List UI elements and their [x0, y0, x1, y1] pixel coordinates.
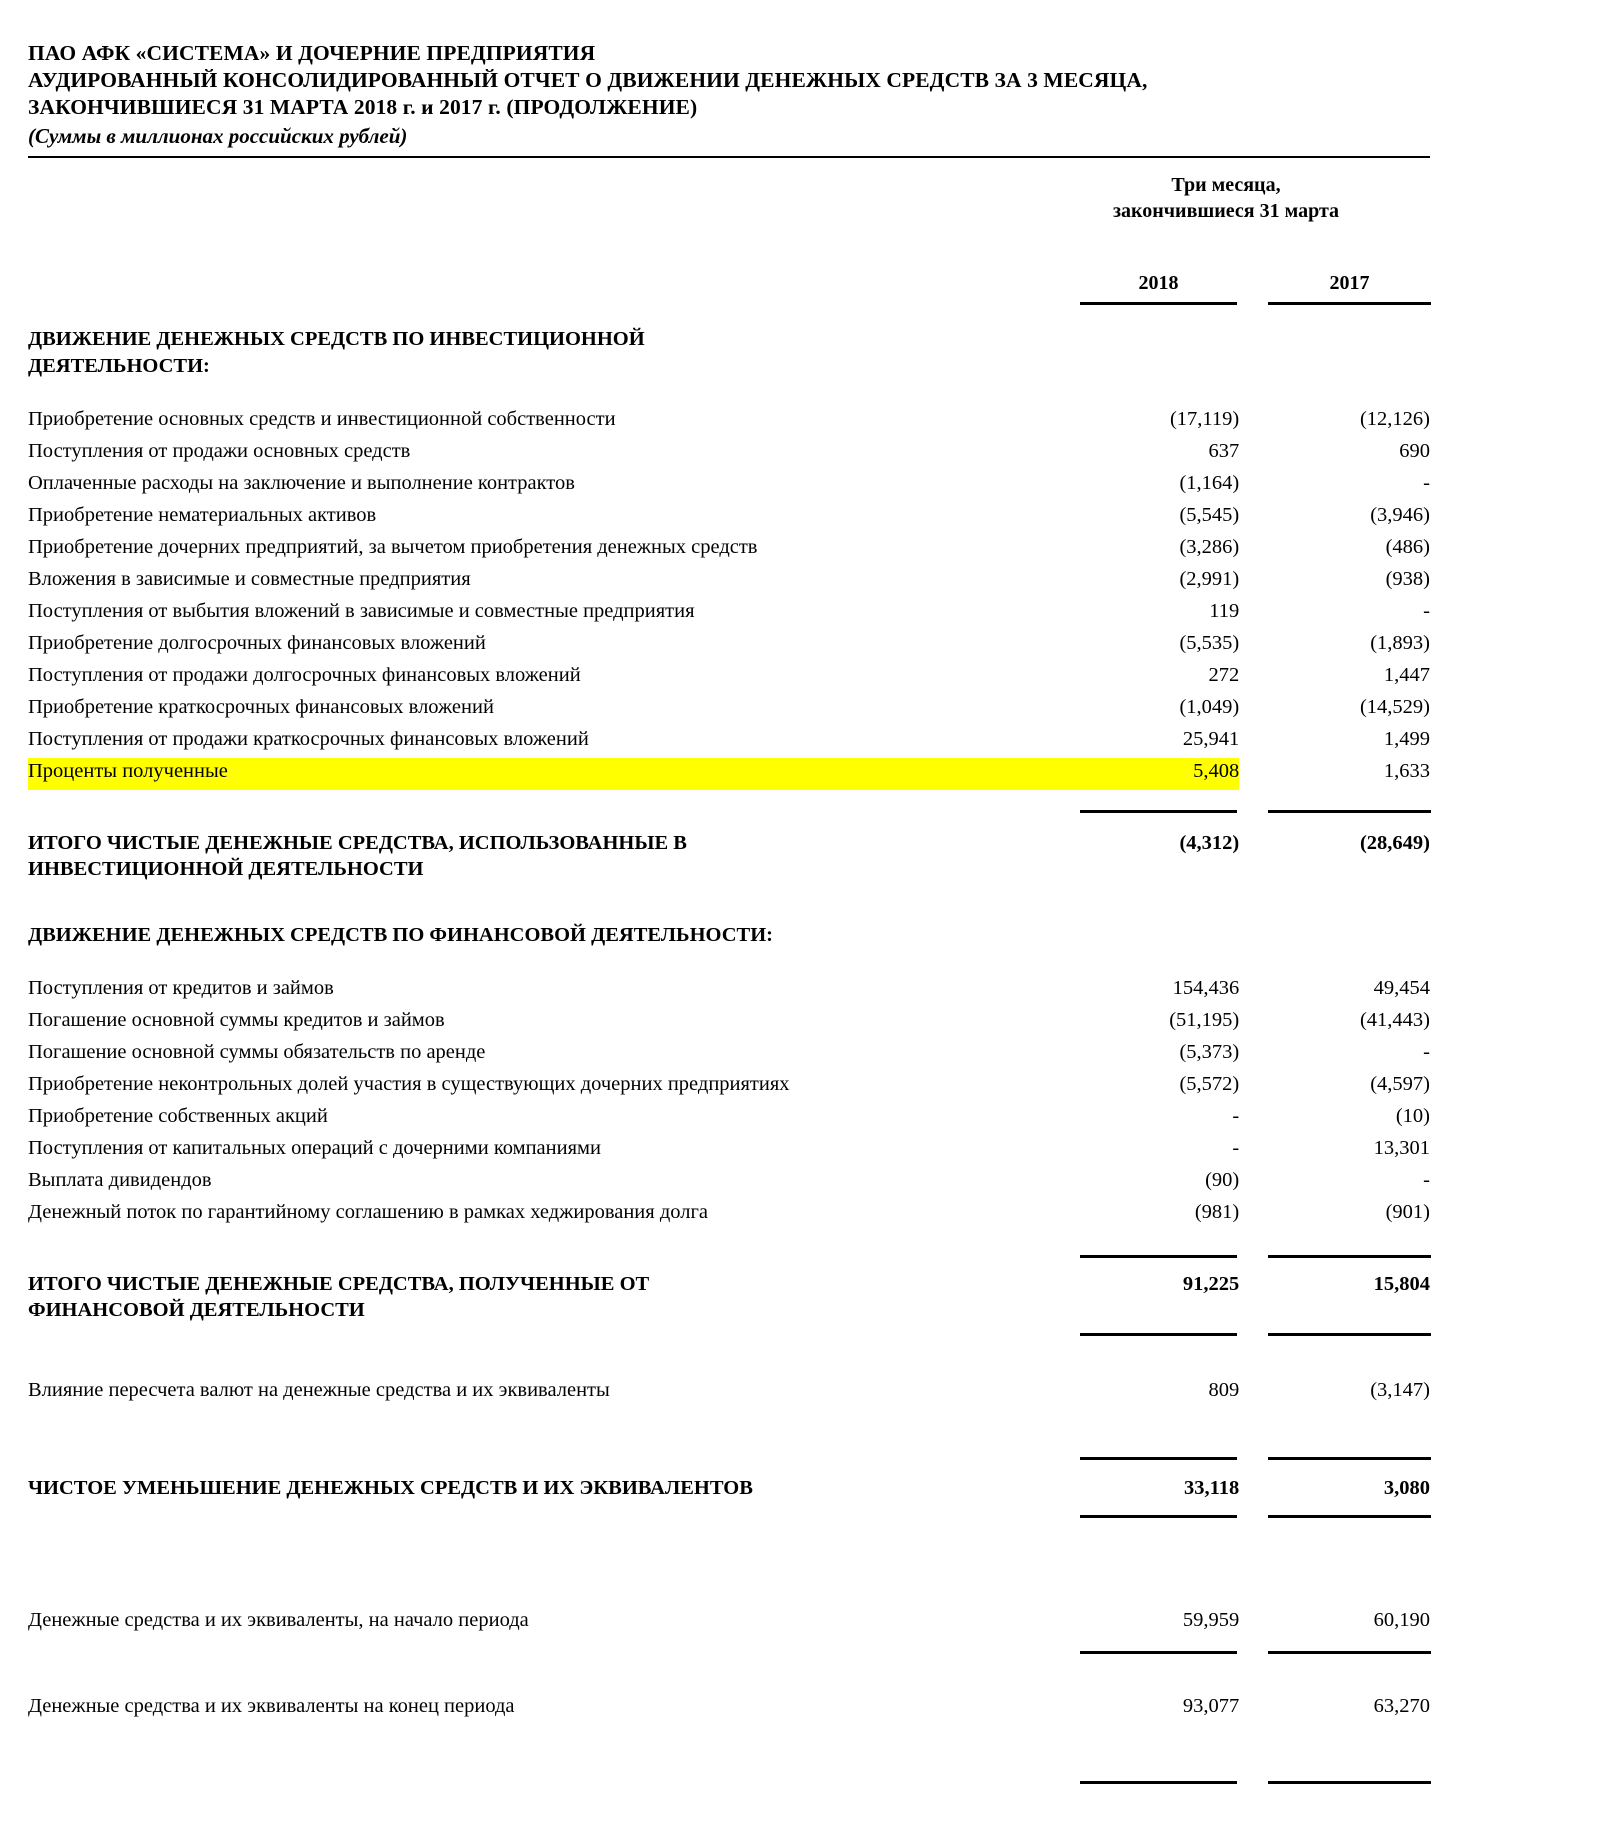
row-value-2018: (1,164) [1179, 472, 1240, 494]
net-change-rule-bottom-2018 [1080, 1515, 1237, 1518]
subtotal-rule-financing-bottom-2017 [1268, 1333, 1431, 1336]
section-heading-financing [28, 922, 1430, 949]
row-label: Денежные средства и их эквиваленты, на начало периода [28, 1609, 529, 1631]
column-group-header-line1: Три месяца, [1171, 174, 1281, 196]
row-label: Поступления от продажи краткосрочных финансовых вложений [28, 728, 589, 750]
closing-balance-rule-2017 [1268, 1781, 1431, 1784]
row-label: Проценты полученные [28, 758, 1051, 790]
row-value-2018: (2,991) [1179, 568, 1240, 590]
subtotal-rule-investing-2018 [1080, 810, 1237, 813]
net-change-rule-top-2018 [1080, 1457, 1237, 1460]
column-header-2018: 2018 [1138, 272, 1179, 294]
row-label: Поступления от кредитов и займов [28, 977, 334, 999]
total-value-2018: (4,312) [1179, 832, 1240, 854]
row-label: Приобретение нематериальных активов [28, 504, 377, 526]
row-label: Оплаченные расходы на заключение и выполнение контрактов [28, 472, 575, 494]
spacer [28, 1363, 1430, 1377]
spacer [28, 949, 1430, 975]
row-label: Поступления от продажи долгосрочных финансовых вложений [28, 664, 581, 686]
row-label: Приобретение долгосрочных финансовых вложений [28, 632, 486, 654]
row-value-2018: 59,959 [1182, 1609, 1240, 1631]
row-value-2018: 154,436 [1172, 977, 1240, 999]
net-change-rule-bottom-2017 [1268, 1515, 1431, 1518]
year-header-row [1080, 272, 1432, 302]
row-value-2018: 25,941 [1182, 728, 1240, 750]
total-label-line1: ИТОГО ЧИСТЫЕ ДЕНЕЖНЫЕ СРЕДСТВА, ИСПОЛЬЗОВАННЫЕ В [28, 832, 687, 854]
row-value-2018: (5,572) [1179, 1073, 1240, 1095]
units-note: (Суммы в миллионах российских рублей) [28, 124, 408, 148]
spacer [28, 882, 1430, 922]
spacer [28, 1231, 1430, 1271]
row-label: Выплата дивидендов [28, 1169, 212, 1191]
spacer [28, 1409, 1430, 1449]
column-header-rule-2017 [1268, 302, 1431, 305]
subtotal-rule-financing-top-2017 [1268, 1255, 1431, 1258]
spacer [28, 1323, 1430, 1363]
table-row-highlighted [28, 758, 1430, 790]
table-row-fx-effect [28, 1377, 1430, 1409]
table-row [28, 470, 1430, 502]
row-value-2017: 1,499 [1383, 728, 1430, 750]
row-value-2017: - [1423, 1169, 1430, 1191]
table-row [28, 630, 1430, 662]
column-group-header [1020, 172, 1432, 224]
spacer [28, 380, 1430, 406]
total-row-financing [28, 1271, 1430, 1297]
row-value-2018: 5,408 [1051, 758, 1239, 790]
row-label: Приобретение дочерних предприятий, за вычетом приобретения денежных средств [28, 536, 758, 558]
total-value-2017: (28,649) [1359, 832, 1430, 854]
row-value-2018: (17,119) [1169, 408, 1240, 430]
row-value-2018: 637 [1208, 440, 1240, 462]
table-row [28, 1039, 1430, 1071]
row-label: Денежный поток по гарантийному соглашению в рамках хеджирования долга [28, 1201, 708, 1223]
row-label: Денежные средства и их эквиваленты на конец периода [28, 1695, 515, 1717]
row-value-2017: 1,633 [1383, 760, 1430, 782]
header-divider-rule [28, 156, 1430, 158]
net-change-rule-top-2017 [1268, 1457, 1431, 1460]
row-label: Влияние пересчета валют на денежные средства и их эквиваленты [28, 1379, 610, 1401]
row-value-2017: 63,270 [1373, 1695, 1430, 1717]
document-header [28, 40, 1428, 150]
table-row [28, 694, 1430, 726]
statement-title-line2: ЗАКОНЧИВШИЕСЯ 31 МАРТА 2018 г. и 2017 г. (ПРОДОЛЖЕНИЕ) [28, 95, 698, 119]
row-value-2018: - [1232, 1137, 1240, 1159]
spacer [28, 1501, 1430, 1541]
spacer [28, 1679, 1430, 1693]
table-row [28, 406, 1430, 438]
total-label: ЧИСТОЕ УМЕНЬШЕНИЕ ДЕНЕЖНЫХ СРЕДСТВ И ИХ ЭКВИВАЛЕНТОВ [28, 1477, 753, 1499]
total-value-2018: 33,118 [1183, 1477, 1240, 1499]
table-row [28, 1103, 1430, 1135]
row-value-2017: (1,893) [1370, 632, 1430, 654]
opening-balance-rule-2017 [1268, 1651, 1431, 1654]
table-row [28, 1071, 1430, 1103]
table-row [28, 566, 1430, 598]
row-value-2017: - [1423, 472, 1430, 494]
row-value-2018: 272 [1208, 664, 1240, 686]
row-value-2017: - [1423, 1041, 1430, 1063]
table-row [28, 598, 1430, 630]
row-label: Погашение основной суммы кредитов и займов [28, 1009, 445, 1031]
row-value-2018: (5,373) [1179, 1041, 1240, 1063]
section-heading-financing-line1: ДВИЖЕНИЕ ДЕНЕЖНЫХ СРЕДСТВ ПО ФИНАНСОВОЙ ДЕЯТЕЛЬНОСТИ: [28, 924, 773, 946]
table-row [28, 534, 1430, 566]
row-value-2018: (3,286) [1179, 536, 1240, 558]
row-value-2017: (41,443) [1359, 1009, 1430, 1031]
row-value-2017: 49,454 [1373, 977, 1430, 999]
row-label: Приобретение краткосрочных финансовых вложений [28, 696, 494, 718]
spacer [28, 1581, 1430, 1607]
row-value-2018: 119 [1209, 600, 1240, 622]
total-row-net-change [28, 1475, 1430, 1501]
row-label: Приобретение основных средств и инвестиционной собственности [28, 408, 616, 430]
row-value-2017: (3,147) [1370, 1379, 1430, 1401]
row-label: Вложения в зависимые и совместные предприятия [28, 568, 471, 590]
total-value-2017: 3,080 [1383, 1477, 1430, 1499]
row-value-2017: 690 [1399, 440, 1430, 462]
spacer [28, 1541, 1430, 1581]
row-value-2017: 60,190 [1373, 1609, 1430, 1631]
row-label: Приобретение неконтрольных долей участия в существующих дочерних предприятиях [28, 1073, 790, 1095]
company-title: ПАО АФК «СИСТЕМА» И ДОЧЕРНИЕ ПРЕДПРИЯТИЯ [28, 41, 596, 65]
row-label: Поступления от продажи основных средств [28, 440, 411, 462]
table-row [28, 1167, 1430, 1199]
row-value-2017: (12,126) [1359, 408, 1430, 430]
row-value-2018: (90) [1205, 1169, 1240, 1191]
row-value-2018: (51,195) [1169, 1009, 1240, 1031]
total-row-investing [28, 830, 1430, 856]
row-value-2017: (4,597) [1370, 1073, 1430, 1095]
row-value-2017: (938) [1385, 568, 1430, 590]
total-label-line1: ИТОГО ЧИСТЫЕ ДЕНЕЖНЫЕ СРЕДСТВА, ПОЛУЧЕННЫЕ ОТ [28, 1273, 650, 1295]
row-label: Приобретение собственных акций [28, 1105, 328, 1127]
total-row-financing-cont [28, 1297, 1430, 1323]
statement-title-line1: АУДИРОВАННЫЙ КОНСОЛИДИРОВАННЫЙ ОТЧЕТ О ДВИЖЕНИИ ДЕНЕЖНЫХ СРЕДСТВ ЗА 3 МЕСЯЦА, [28, 68, 1148, 92]
row-value-2017: 1,447 [1383, 664, 1430, 686]
spacer [28, 1639, 1430, 1679]
section-heading-investing [28, 326, 1430, 353]
table-row-opening-balance [28, 1607, 1430, 1639]
subtotal-rule-financing-top-2018 [1080, 1255, 1237, 1258]
table-row [28, 1135, 1430, 1167]
row-value-2017: (901) [1385, 1201, 1430, 1223]
total-label-line2: ИНВЕСТИЦИОННОЙ ДЕЯТЕЛЬНОСТИ [28, 858, 424, 880]
row-value-2017: - [1423, 600, 1430, 622]
total-value-2018: 91,225 [1182, 1273, 1240, 1295]
spacer [28, 1449, 1430, 1475]
row-value-2018: 93,077 [1182, 1695, 1240, 1717]
table-row [28, 726, 1430, 758]
subtotal-rule-investing-2017 [1268, 810, 1431, 813]
row-value-2017: (14,529) [1359, 696, 1430, 718]
table-row-closing-balance [28, 1693, 1430, 1725]
section-heading-investing-line2: ДЕЯТЕЛЬНОСТИ: [28, 355, 210, 377]
row-value-2017: 13,301 [1373, 1137, 1430, 1159]
row-value-2018: (1,049) [1179, 696, 1240, 718]
row-value-2017: (486) [1385, 536, 1430, 558]
row-value-2018: (5,535) [1179, 632, 1240, 654]
row-value-2018: 809 [1208, 1379, 1240, 1401]
closing-balance-rule-2018 [1080, 1781, 1237, 1784]
row-label: Погашение основной суммы обязательств по аренде [28, 1041, 486, 1063]
total-row-investing-cont [28, 856, 1430, 882]
row-value-2017: (10) [1395, 1105, 1430, 1127]
table-row [28, 1007, 1430, 1039]
section-heading-investing-line1: ДВИЖЕНИЕ ДЕНЕЖНЫХ СРЕДСТВ ПО ИНВЕСТИЦИОННОЙ [28, 328, 645, 350]
opening-balance-rule-2018 [1080, 1651, 1237, 1654]
section-heading-investing-cont [28, 353, 1430, 380]
row-value-2018: - [1232, 1105, 1240, 1127]
row-value-2017: (3,946) [1370, 504, 1430, 526]
subtotal-rule-financing-bottom-2018 [1080, 1333, 1237, 1336]
row-value-2018: (5,545) [1179, 504, 1240, 526]
column-header-rule-2018 [1080, 302, 1237, 305]
column-header-2017: 2017 [1329, 272, 1370, 294]
column-group-header-line2: закончившиеся 31 марта [1112, 200, 1340, 222]
table-row [28, 975, 1430, 1007]
row-label: Поступления от выбытия вложений в зависимые и совместные предприятия [28, 600, 695, 622]
table-row [28, 1199, 1430, 1231]
table-row [28, 662, 1430, 694]
total-value-2017: 15,804 [1373, 1273, 1430, 1295]
table-row [28, 502, 1430, 534]
total-label-line2: ФИНАНСОВОЙ ДЕЯТЕЛЬНОСТИ [28, 1299, 365, 1321]
row-label: Поступления от капитальных операций с дочерними компаниями [28, 1137, 601, 1159]
row-value-2018: (981) [1194, 1201, 1240, 1223]
table-row [28, 438, 1430, 470]
